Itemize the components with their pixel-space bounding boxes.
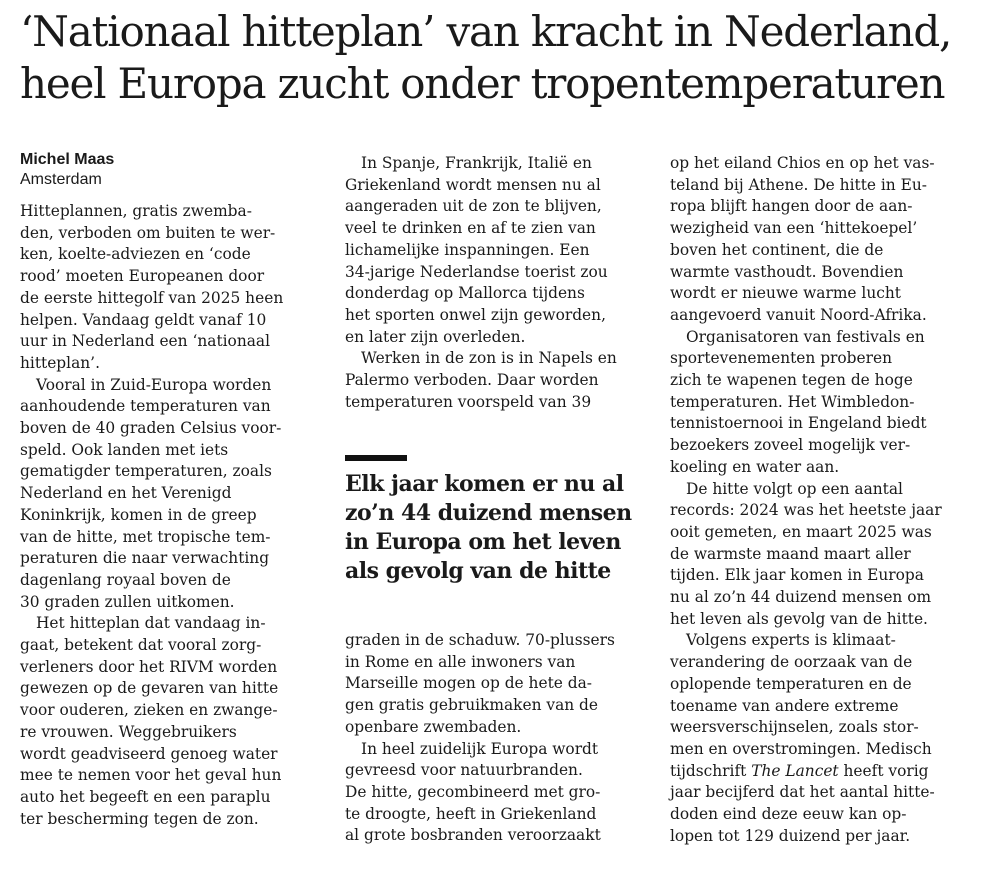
text-line: helpen. Vandaag geldt vanaf 10 bbox=[20, 310, 267, 329]
text-line: op het eiland Chios en op het vas- bbox=[670, 154, 935, 172]
text-line: lichamelijke inspanningen. Een bbox=[345, 240, 590, 259]
text-line: Palermo verboden. Daar worden bbox=[345, 371, 599, 390]
text-line: gaat, betekent dat vooral zorg- bbox=[20, 636, 262, 655]
pull-quote-line: zo’n 44 duizend mensen bbox=[345, 500, 632, 526]
author-name: Michel Maas bbox=[20, 151, 115, 168]
text-line: al grote bosbranden veroorzaakt bbox=[345, 826, 601, 845]
text-line: ter bescherming tegen de zon. bbox=[20, 809, 259, 828]
text-line: de eerste hittegolf van 2025 heen bbox=[20, 288, 284, 307]
text-line: de warmste maand maart aller bbox=[670, 544, 911, 563]
text-line: donderdag op Mallorca tijdens bbox=[345, 284, 585, 303]
text-line: het leven als gevolg van de hitte. bbox=[670, 609, 928, 628]
text-line: ken, koelte-adviezen en ‘code bbox=[20, 245, 251, 264]
text-line: verleners door het RIVM worden bbox=[20, 657, 278, 676]
text-line: aanhoudende temperaturen van bbox=[20, 397, 271, 416]
text-line: boven de 40 graden Celsius voor- bbox=[20, 419, 282, 438]
text-line: gevreesd voor natuurbranden. bbox=[345, 761, 583, 780]
text-line: weersverschijnselen, zoals stor- bbox=[670, 718, 919, 737]
body-column-2-bottom bbox=[345, 630, 655, 847]
text-line: lopen tot 129 duizend per jaar. bbox=[670, 826, 911, 845]
text-line: Werken in de zon is in Napels en bbox=[361, 349, 617, 368]
text-line: gen gratis gebruikmaken van de bbox=[345, 696, 599, 715]
text-line: peraturen die naar verwachting bbox=[20, 549, 270, 568]
text-line: re vrouwen. Weggebruikers bbox=[20, 722, 237, 741]
text-line: veel te drinken en af te zien van bbox=[345, 219, 596, 238]
text-line: 30 graden zullen uitkomen. bbox=[20, 592, 235, 611]
text-line: en later zijn overleden. bbox=[345, 327, 526, 346]
headline-line: heel Europa zucht onder tropentemperaturen bbox=[20, 59, 945, 108]
text-line: het sporten onwel zijn geworden, bbox=[345, 305, 606, 324]
text-line: aangevoerd vanuit Noord-Afrika. bbox=[670, 305, 927, 324]
text-line: graden in de schaduw. 70-plussers bbox=[345, 631, 615, 649]
text-line: wordt geadviseerd genoeg water bbox=[20, 744, 278, 763]
text-line: Het hitteplan dat vandaag in- bbox=[36, 614, 266, 633]
text-line: openbare zwembaden. bbox=[345, 717, 522, 736]
text-line: Hitteplannen, gratis zwemba- bbox=[20, 202, 252, 220]
text-line: in Rome en alle inwoners van bbox=[345, 652, 576, 671]
text-line: jaar becijferd dat het aantal hitte- bbox=[670, 783, 935, 802]
publication-name: The Lancet bbox=[751, 761, 839, 780]
text-line: mee te nemen voor het geval hun bbox=[20, 766, 282, 785]
text-line: De hitte, gecombineerd met gro- bbox=[345, 782, 601, 801]
text-line: Koninkrijk, komen in de greep bbox=[20, 505, 257, 524]
body-column-3 bbox=[670, 153, 990, 848]
text-line: wezigheid van een ‘hittekoepel’ bbox=[670, 219, 918, 238]
headline-line: ‘Nationaal hitteplan’ van kracht in Nederland, bbox=[20, 7, 952, 56]
pull-quote bbox=[345, 470, 645, 586]
paragraph bbox=[345, 153, 655, 348]
text-line: zich te wapenen tegen de hoge bbox=[670, 371, 913, 390]
text-line: dagenlang royaal boven de bbox=[20, 570, 231, 589]
text-line: voor ouderen, zieken en zwange- bbox=[20, 701, 278, 720]
paragraph bbox=[670, 327, 990, 479]
paragraph bbox=[345, 739, 655, 848]
text-line bbox=[670, 761, 990, 783]
byline bbox=[20, 150, 114, 190]
text-line: gewezen op de gevaren van hitte bbox=[20, 679, 279, 698]
paragraph bbox=[670, 479, 990, 631]
text-line: bezoekers zoveel mogelijk ver- bbox=[670, 436, 911, 455]
text-fragment: tijdschrift bbox=[670, 761, 752, 780]
text-line: Nederland en het Verenigd bbox=[20, 484, 232, 503]
text-fragment: heeft vorig bbox=[838, 761, 929, 780]
text-line: sportevenementen proberen bbox=[670, 349, 893, 368]
text-line: De hitte volgt op een aantal bbox=[686, 479, 903, 498]
text-line: den, verboden om buiten te wer- bbox=[20, 223, 276, 242]
text-line: men en overstromingen. Medisch bbox=[670, 739, 932, 758]
text-line: wordt er nieuwe warme lucht bbox=[670, 284, 901, 303]
text-line: teland bij Athene. De hitte in Eu- bbox=[670, 175, 927, 194]
text-line: Marseille mogen op de hete da- bbox=[345, 674, 592, 693]
text-line: In Spanje, Frankrijk, Italië en bbox=[361, 154, 592, 172]
paragraph bbox=[670, 153, 990, 327]
text-line: verandering de oorzaak van de bbox=[670, 653, 913, 672]
pull-quote-line: in Europa om het leven bbox=[345, 529, 621, 555]
text-line: hitteplan’. bbox=[20, 353, 100, 372]
text-line: 34-jarige Nederlandse toerist zou bbox=[345, 262, 608, 281]
text-line: gematigder temperaturen, zoals bbox=[20, 462, 272, 481]
body-column-1 bbox=[20, 201, 340, 830]
dateline-location: Amsterdam bbox=[20, 171, 102, 188]
text-line: temperaturen voorspeld van 39 bbox=[345, 392, 592, 411]
text-line: te droogte, heeft in Griekenland bbox=[345, 804, 597, 823]
text-line: Volgens experts is klimaat- bbox=[686, 631, 896, 650]
text-line: Griekenland wordt mensen nu al bbox=[345, 175, 601, 194]
text-line: doden eind deze eeuw kan op- bbox=[670, 805, 907, 824]
paragraph bbox=[20, 201, 340, 375]
body-column-2-top bbox=[345, 153, 655, 413]
text-line: tennistoernooi in Engeland biedt bbox=[670, 414, 927, 433]
text-line: temperaturen. Het Wimbledon- bbox=[670, 392, 915, 411]
paragraph bbox=[20, 613, 340, 830]
text-line: tijden. Elk jaar komen in Europa bbox=[670, 566, 924, 585]
pull-quote-line: Elk jaar komen er nu al bbox=[345, 471, 624, 497]
text-line: van de hitte, met tropische tem- bbox=[20, 527, 271, 546]
paragraph bbox=[345, 630, 655, 739]
text-line: toename van andere extreme bbox=[670, 696, 899, 715]
text-line: records: 2024 was het heetste jaar bbox=[670, 501, 942, 520]
paragraph bbox=[20, 375, 340, 614]
paragraph bbox=[345, 348, 655, 413]
text-line: koeling en water aan. bbox=[670, 457, 840, 476]
text-line: Organisatoren van festivals en bbox=[686, 327, 925, 346]
pull-quote-line: als gevolg van de hitte bbox=[345, 558, 611, 584]
text-line: ropa blijft hangen door de aan- bbox=[670, 197, 913, 216]
paragraph bbox=[670, 630, 990, 847]
pull-quote-rule bbox=[345, 455, 407, 461]
text-line: ooit gemeten, en maart 2025 was bbox=[670, 522, 932, 541]
text-line: auto het begeeft en een paraplu bbox=[20, 787, 271, 806]
text-line: Vooral in Zuid-Europa worden bbox=[36, 375, 272, 394]
text-line: boven het continent, die de bbox=[670, 240, 884, 259]
headline bbox=[20, 6, 980, 110]
text-line: In heel zuidelijk Europa wordt bbox=[361, 739, 599, 758]
text-line: warmte vasthoudt. Bovendien bbox=[670, 262, 904, 281]
text-line: oplopende temperaturen en de bbox=[670, 674, 912, 693]
text-line: rood’ moeten Europeanen door bbox=[20, 267, 265, 286]
text-line: speld. Ook landen met iets bbox=[20, 440, 229, 459]
text-line: uur in Nederland een ‘nationaal bbox=[20, 332, 271, 351]
text-line: aangeraden uit de zon te blijven, bbox=[345, 197, 602, 216]
text-line: nu al zo’n 44 duizend mensen om bbox=[670, 588, 932, 607]
